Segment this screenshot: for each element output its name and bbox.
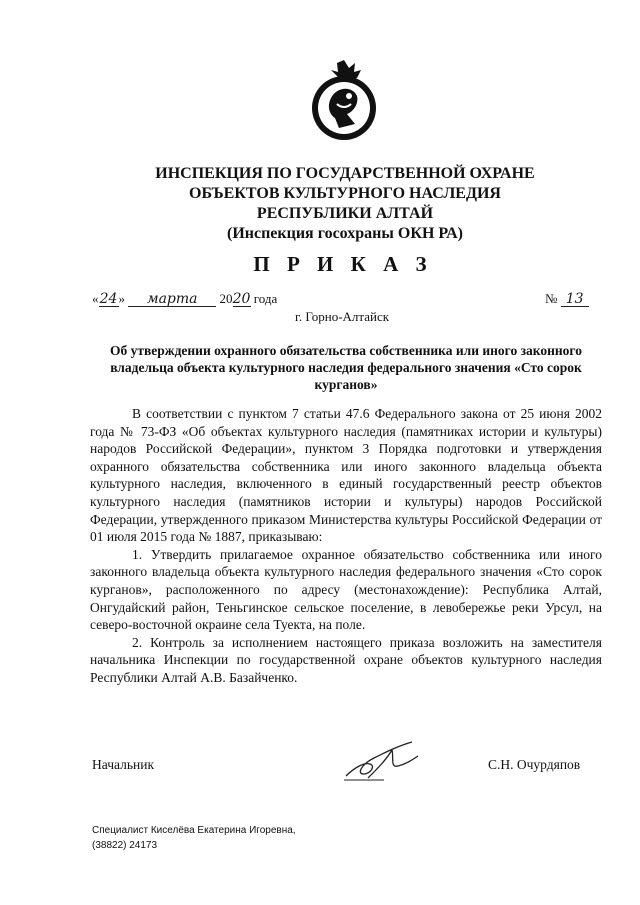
org-line-1: ИНСПЕКЦИЯ ПО ГОСУДАРСТВЕННОЙ ОХРАНЕ bbox=[155, 165, 535, 182]
signatory-name: С.Н. Очурдяпов bbox=[488, 757, 581, 772]
date-year-prefix: 20 bbox=[219, 291, 233, 306]
date-year-handwritten: 20 bbox=[232, 291, 251, 307]
signatory-position: Начальник bbox=[92, 757, 155, 772]
body-paragraph-preamble: В соответствии с пунктом 7 статьи 47.6 Федерального закона от 25 июня 2002 года № 73-ФЗ «Об объектах культурного наследия (памятниках истории и культуры) народов Российской Федерации», пунктом 3 Порядка подготовки и утверждения охранного обязательства собственника или иного законного владельца объекта культурного наследия, включенного в единый государственный реестр объектов культурного наследия (памятников истории и культуры) народов Российской Федерации, утвержденного приказом Министерства культуры Российской Федерации от 01 июля 2015 года № 1887, приказываю: bbox=[90, 406, 602, 545]
org-short-name: (Инспекция госохраны ОКН РА) bbox=[226, 225, 463, 242]
altai-republic-emblem-icon bbox=[309, 58, 379, 142]
date-year-suffix: года bbox=[253, 291, 278, 306]
number-prefix: № bbox=[545, 291, 558, 306]
order-number bbox=[545, 291, 589, 307]
order-date bbox=[92, 291, 277, 307]
specialist-contact bbox=[92, 823, 296, 853]
date-open-quote: « bbox=[92, 291, 99, 306]
handwritten-signature bbox=[340, 738, 422, 783]
date-day: 24 bbox=[99, 291, 118, 307]
specialist-phone: (38822) 24173 bbox=[92, 840, 158, 851]
body-paragraph-item-1: 1. Утвердить прилагаемое охранное обязательство собственника или иного законного владельца объекта культурного наследия федерального значения «Сто сорок курганов», расположенного по адресу (местонахождение): Республика Алтай, Онгудайский район, Теньгинское сельское поселение, в левобережье реки Урсул, на северо-восточной окраине села Туекта, на поле. bbox=[90, 546, 602, 633]
date-month: марта bbox=[128, 292, 216, 307]
order-body bbox=[90, 405, 602, 687]
body-paragraph-item-2: 2. Контроль за исполнением настоящего приказа возложить на заместителя начальника Инспекции по государственной охране объектов культурного наследия Республики Алтай А.В. Базайченко. bbox=[90, 634, 602, 685]
specialist-name: Специалист Киселёва Екатерина Игоревна, bbox=[92, 825, 296, 836]
document-title: П Р И К А З bbox=[253, 252, 433, 276]
org-line-2: ОБЪЕКТОВ КУЛЬТУРНОГО НАСЛЕДИЯ bbox=[189, 185, 501, 202]
date-close-quote: » bbox=[118, 291, 125, 306]
number-value: 13 bbox=[561, 292, 589, 307]
order-subject: Об утверждении охранного обязательства собственника или иного законного владельца объекта культурного наследия федерального значения «Сто сорок курганов» bbox=[110, 343, 582, 392]
city: г. Горно-Алтайск bbox=[295, 309, 390, 324]
org-line-3: РЕСПУБЛИКИ АЛТАЙ bbox=[256, 205, 434, 222]
organization-heading bbox=[0, 164, 640, 244]
